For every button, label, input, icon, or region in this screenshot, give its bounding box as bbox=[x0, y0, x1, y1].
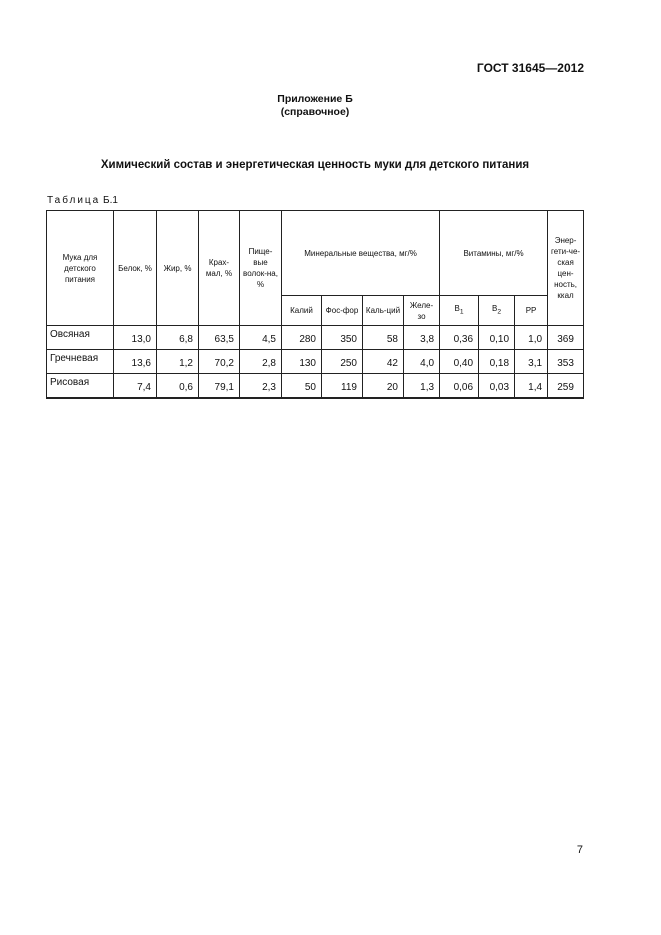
annex-title: Приложение Б bbox=[277, 93, 353, 105]
cell-phosphorus: 119 bbox=[322, 374, 363, 398]
cell-protein: 7,4 bbox=[114, 374, 157, 398]
header-b1 bbox=[440, 296, 479, 326]
header-pp: РР bbox=[515, 296, 548, 326]
cell-b1: 0,36 bbox=[440, 326, 479, 350]
header-b1-subscript: 1 bbox=[459, 308, 464, 316]
cell-starch: 70,2 bbox=[199, 350, 240, 374]
header-b2-subscript: 2 bbox=[497, 308, 502, 316]
header-phosphorus: Фос-фор bbox=[322, 296, 363, 326]
header-fiber: Пище-вые волок-на, % bbox=[240, 211, 282, 326]
cell-potassium: 130 bbox=[282, 350, 322, 374]
header-b2 bbox=[479, 296, 515, 326]
cell-potassium: 50 bbox=[282, 374, 322, 398]
cell-starch: 79,1 bbox=[199, 374, 240, 398]
cell-pp: 1,0 bbox=[515, 326, 548, 350]
header-protein: Белок, % bbox=[114, 211, 157, 326]
cell-fat: 0,6 bbox=[157, 374, 199, 398]
standard-number: ГОСТ 31645—2012 bbox=[476, 61, 584, 75]
cell-fat: 1,2 bbox=[157, 350, 199, 374]
header-b2-letter: В bbox=[492, 304, 498, 314]
annex-subtitle: (справочное) bbox=[280, 106, 350, 118]
cell-calcium: 20 bbox=[363, 374, 404, 398]
cell-energy: 353 bbox=[548, 350, 584, 374]
cell-energy: 259 bbox=[548, 374, 584, 398]
cell-iron: 3,8 bbox=[404, 326, 440, 350]
header-energy: Энер-гети-че-ская цен-ность, ккал bbox=[548, 211, 584, 326]
page-number: 7 bbox=[576, 844, 583, 856]
cell-iron: 1,3 bbox=[404, 374, 440, 398]
cell-fiber: 2,3 bbox=[240, 374, 282, 398]
cell-b2: 0,10 bbox=[479, 326, 515, 350]
cell-pp: 1,4 bbox=[515, 374, 548, 398]
header-starch: Крах-мал, % bbox=[199, 211, 240, 326]
cell-potassium: 280 bbox=[282, 326, 322, 350]
cell-flour-name: Овсяная bbox=[47, 326, 114, 350]
header-minerals: Минеральные вещества, мг/% bbox=[282, 211, 440, 296]
cell-flour-name: Гречневая bbox=[47, 350, 114, 374]
header-fat: Жир, % bbox=[157, 211, 199, 326]
cell-fiber: 4,5 bbox=[240, 326, 282, 350]
table-row bbox=[47, 326, 584, 350]
cell-pp: 3,1 bbox=[515, 350, 548, 374]
cell-protein: 13,6 bbox=[114, 350, 157, 374]
composition-table bbox=[46, 210, 584, 399]
cell-starch: 63,5 bbox=[199, 326, 240, 350]
header-iron: Желе-зо bbox=[404, 296, 440, 326]
cell-energy: 369 bbox=[548, 326, 584, 350]
header-calcium: Каль-ций bbox=[363, 296, 404, 326]
cell-iron: 4,0 bbox=[404, 350, 440, 374]
header-vitamins: Витамины, мг/% bbox=[440, 211, 548, 296]
cell-phosphorus: 350 bbox=[322, 326, 363, 350]
header-b1-letter: В bbox=[454, 304, 460, 314]
cell-flour-name: Рисовая bbox=[47, 374, 114, 398]
table-row bbox=[47, 350, 584, 374]
cell-fat: 6,8 bbox=[157, 326, 199, 350]
table-header-row bbox=[47, 211, 584, 296]
header-flour: Мука для детского питания bbox=[47, 211, 114, 326]
document-title: Химический состав и энергетическая ценность муки для детского питания bbox=[100, 159, 530, 171]
cell-b1: 0,06 bbox=[440, 374, 479, 398]
annex-heading bbox=[0, 93, 630, 119]
cell-calcium: 58 bbox=[363, 326, 404, 350]
cell-calcium: 42 bbox=[363, 350, 404, 374]
table-row bbox=[47, 374, 584, 398]
cell-phosphorus: 250 bbox=[322, 350, 363, 374]
cell-b2: 0,18 bbox=[479, 350, 515, 374]
cell-b2: 0,03 bbox=[479, 374, 515, 398]
table-caption-word: Таблица bbox=[47, 195, 101, 206]
header-potassium: Калий bbox=[282, 296, 322, 326]
cell-protein: 13,0 bbox=[114, 326, 157, 350]
cell-b1: 0,40 bbox=[440, 350, 479, 374]
table-caption-number: Б.1 bbox=[103, 195, 118, 206]
cell-fiber: 2,8 bbox=[240, 350, 282, 374]
table-caption bbox=[47, 195, 118, 206]
